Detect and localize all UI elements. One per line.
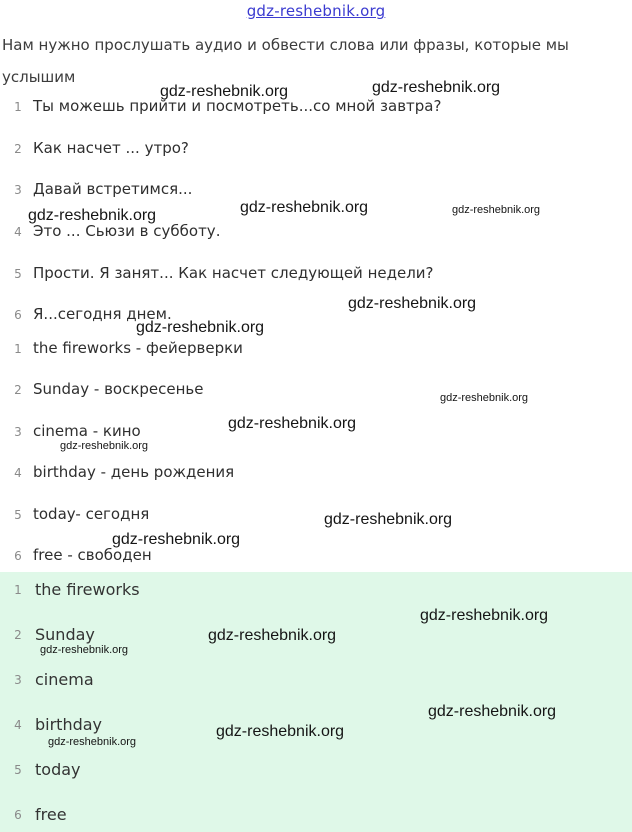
item-number: 5 bbox=[14, 508, 22, 522]
item-number: 3 bbox=[14, 183, 22, 197]
answer-text: free bbox=[35, 805, 67, 824]
item-number: 6 bbox=[14, 808, 22, 822]
watermark-text: gdz-reshebnik.org bbox=[160, 83, 289, 100]
answer-text: the fireworks bbox=[35, 580, 140, 599]
vocabulary-text: Sunday - воскресенье bbox=[33, 380, 204, 398]
question-text: Как насчет ... утро? bbox=[33, 139, 189, 157]
answer-text: today bbox=[35, 760, 81, 779]
vocabulary-text: birthday - день рождения bbox=[33, 463, 235, 481]
watermark-text: gdz-reshebnik.org bbox=[48, 736, 137, 748]
site-header-link[interactable]: gdz-reshebnik.org bbox=[246, 2, 386, 20]
answer-text: Sunday bbox=[35, 625, 95, 644]
watermark-text: gdz-reshebnik.org bbox=[372, 79, 501, 96]
vocabulary-text: free - свободен bbox=[33, 546, 152, 564]
item-number: 5 bbox=[14, 763, 22, 777]
item-number: 3 bbox=[14, 673, 22, 687]
item-number: 1 bbox=[14, 100, 22, 114]
watermark-text: gdz-reshebnik.org bbox=[216, 723, 345, 740]
item-number: 2 bbox=[14, 142, 22, 156]
answer-text: cinema bbox=[35, 670, 94, 689]
item-number: 6 bbox=[14, 549, 22, 563]
watermark-text: gdz-reshebnik.org bbox=[208, 627, 337, 644]
watermark-text: gdz-reshebnik.org bbox=[452, 204, 541, 216]
item-number: 3 bbox=[14, 425, 22, 439]
item-number: 4 bbox=[14, 225, 22, 239]
question-text: Прости. Я занят... Как насчет следующей недели? bbox=[33, 264, 434, 282]
watermark-text: gdz-reshebnik.org bbox=[60, 440, 149, 452]
item-number: 2 bbox=[14, 383, 22, 397]
watermark-text: gdz-reshebnik.org bbox=[428, 703, 557, 720]
watermark-text: gdz-reshebnik.org bbox=[28, 207, 157, 224]
answer-text: birthday bbox=[35, 715, 103, 734]
watermark-text: gdz-reshebnik.org bbox=[240, 199, 369, 216]
watermark-text: gdz-reshebnik.org bbox=[348, 295, 477, 312]
watermark-text: gdz-reshebnik.org bbox=[136, 319, 265, 336]
watermark-text: gdz-reshebnik.org bbox=[228, 415, 357, 432]
item-number: 5 bbox=[14, 267, 22, 281]
question-text: Я...сегодня днем. bbox=[33, 305, 172, 323]
vocabulary-text: today- сегодня bbox=[33, 505, 150, 523]
item-number: 4 bbox=[14, 466, 22, 480]
vocabulary-text: cinema - кино bbox=[33, 422, 141, 440]
watermark-text: gdz-reshebnik.org bbox=[40, 644, 129, 656]
item-number: 4 bbox=[14, 718, 22, 732]
watermark-text: gdz-reshebnik.org bbox=[440, 392, 529, 404]
item-number: 2 bbox=[14, 628, 22, 642]
item-number: 1 bbox=[14, 583, 22, 597]
item-number: 6 bbox=[14, 308, 22, 322]
item-number: 1 bbox=[14, 342, 22, 356]
question-text: Это ... Сьюзи в субботу. bbox=[33, 222, 221, 240]
question-text: Давай встретимся... bbox=[33, 180, 193, 198]
watermark-text: gdz-reshebnik.org bbox=[324, 511, 453, 528]
watermark-text: gdz-reshebnik.org bbox=[112, 531, 241, 548]
vocabulary-text: the fireworks - фейерверки bbox=[33, 339, 243, 357]
watermark-text: gdz-reshebnik.org bbox=[420, 607, 549, 624]
task-intro: Нам нужно прослушать аудио и обвести слова или фразы, которые мы услышим bbox=[2, 36, 569, 86]
question-text: Ты можешь прийти и посмотреть...со мной завтра? bbox=[33, 97, 442, 115]
